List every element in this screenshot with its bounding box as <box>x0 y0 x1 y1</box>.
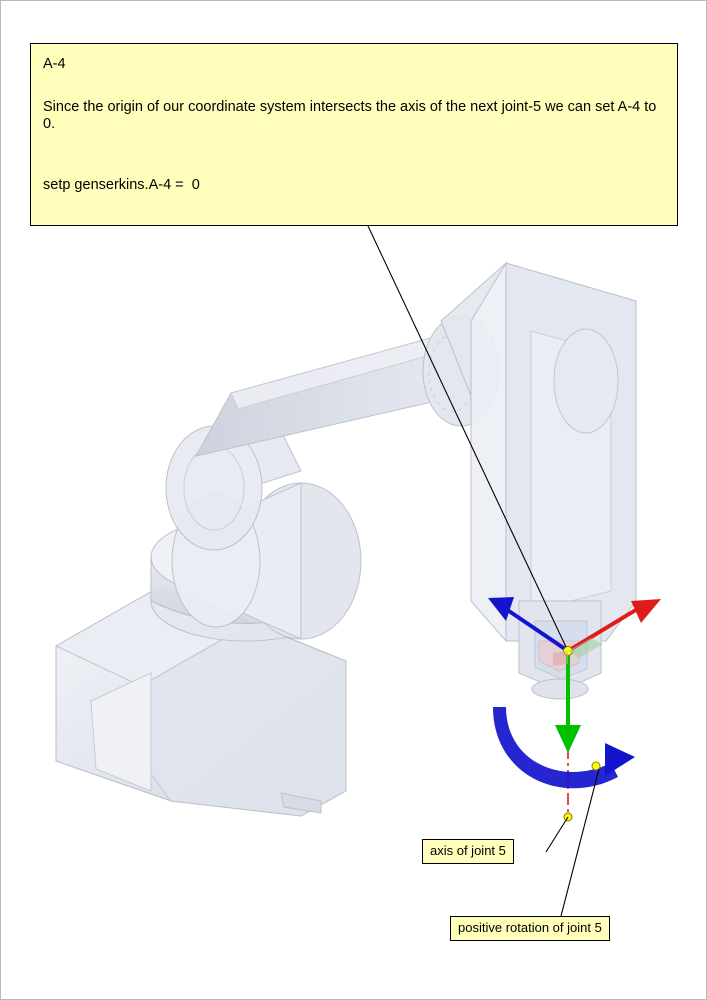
callout-note <box>30 43 678 226</box>
note-body: Since the origin of our coordinate system intersects the axis of the next joint-5 we can set A-4 to 0. <box>43 99 661 132</box>
label-positive-rotation-of-joint-5: positive rotation of joint 5 <box>450 916 610 941</box>
label-axis-of-joint-5: axis of joint 5 <box>422 839 514 864</box>
robot-forearm <box>441 263 636 699</box>
positive-rotation-arrow <box>493 707 635 788</box>
note-title: A-4 <box>43 56 66 72</box>
note-code: setp genserkins.A-4 = 0 <box>43 177 200 193</box>
